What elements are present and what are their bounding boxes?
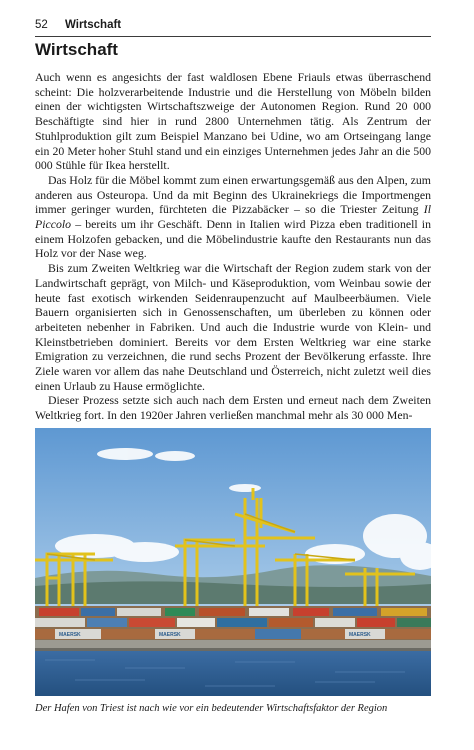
paragraph-3 — [35, 261, 431, 393]
body-text — [35, 70, 431, 423]
photo-caption: Der Hafen von Triest ist nach wie vor ein bedeutender Wirtschaftsfaktor der Region — [35, 703, 388, 714]
sea — [35, 651, 431, 696]
harbor-photo — [35, 428, 431, 696]
page-number: 52 — [35, 19, 48, 31]
maersk-label-1: MAERSK — [59, 632, 81, 638]
paragraph-1 — [35, 70, 431, 173]
book-page — [35, 0, 431, 750]
paragraph-1-text: Auch wenn es angesichts der fast waldlosen Ebene Friauls etwas überraschend scheint: Die holzverarbeitende Industrie und die Herstellung von Möbeln bilden einen der wichtigsten Wirtschaftszweige der Autonomen Region. Rund 20 000 Beschäftigte sind hier in rund 2800 Unternehmen tätig. Als Zentrum der Stuhlproduktion gilt zum Beispiel Manzano bei Udine, wo am Ortseingang lange ein 20 Meter hoher Stuhl stand und ein einziges Unternehmen jedes Jahr an die 500 000 Stühle für Ikea herstellt. — [35, 70, 431, 173]
paragraph-4 — [35, 393, 431, 422]
harbor-illustration — [35, 428, 431, 696]
newspaper-name: Il Piccolo — [35, 202, 431, 232]
running-head — [35, 14, 431, 37]
paragraph-2 — [35, 173, 431, 261]
maersk-label-2: MAERSK — [159, 632, 181, 638]
paragraph-2-text-b: – bereits um ihr Geschäft. Denn in Italien wird Pizza eben traditionell in einem Holzofen gebacken, und die Möbelindustrie kaufte den Restaurants nun das Holz vor der Nase weg. — [35, 217, 431, 261]
paragraph-4-text: Dieser Prozess setzte sich auch nach dem Ersten und erneut nach dem Zweiten Weltkrieg fort. In den 1920er Jahren verließen manchmal mehr als 30 000 Men- — [35, 393, 431, 423]
paragraph-2-text-a: Das Holz für die Möbel kommt zum einen erwartungsgemäß aus den Alpen, zum anderen aus Osteuropa. Und da mit Beginn des Ukrainekriegs die Importmengen immer geringer wurden, fürchteten die Pizzabäcker – so die Triester Zeitung — [35, 172, 431, 217]
paragraph-3-text: Bis zum Zweiten Weltkrieg war die Wirtschaft der Region zudem stark von der Landwirtschaft geprägt, von Milch- und Käseproduktion, vom Weinbau sowie der heute fast exotisch wirkenden Seidenraupenzucht auf Maulbeerbäumen. Viele Bauern organisierten sich in Genossenschaften, um überleben zu können oder arbeiteten nebenher in Fabriken. Und auch die Industrie wurde von Klein- und Kleinstbetrieben dominiert. Bereits vor dem Ersten Weltkrieg war eine starke Emigration zu verzeichnen, die rund sechs Prozent der Bevölkerung erfasste. Ihre Ziele waren vor allem das nahe Deutschland und Österreich, nicht zuletzt weil dies einen Urlaub zu Hause ermöglichte. — [35, 261, 431, 393]
section-title: Wirtschaft — [35, 40, 118, 59]
container-stacks — [35, 606, 431, 640]
running-head-section: Wirtschaft — [65, 19, 122, 31]
maersk-label-3: MAERSK — [349, 632, 371, 638]
